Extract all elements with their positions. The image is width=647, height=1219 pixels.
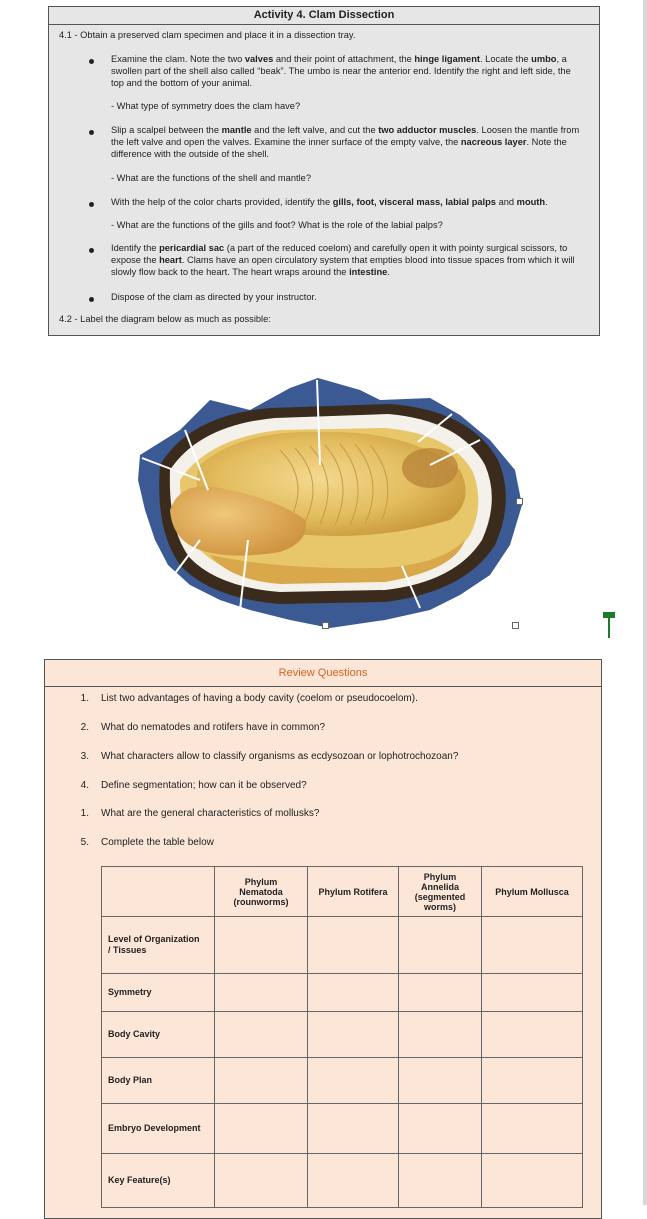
question-shell-mantle: - What are the functions of the shell and mantle? [111, 173, 311, 183]
table-cell[interactable] [215, 1012, 308, 1058]
section-4-1: 4.1 - Obtain a preserved clam specimen and place it in a dissection tray. [59, 30, 356, 40]
activity-title: Activity 4. Clam Dissection [49, 7, 599, 25]
table-cell[interactable] [308, 1154, 399, 1208]
bullet-3-line-1: With the help of the color charts provided, identify the gills, foot, visceral mass, labial palps and mouth. [111, 197, 548, 207]
bullet-2-line-2: the left valve and open the valves. Examine the inner surface of the empty valve, the nacreous layer. Note the [111, 137, 567, 147]
clam-diagram [130, 370, 530, 640]
table-cell[interactable] [308, 974, 399, 1012]
bullet-dot [89, 297, 94, 302]
table-row [102, 1058, 583, 1104]
table-header-row [102, 867, 583, 917]
bullet-5-line-1: Dispose of the clam as directed by your instructor. [111, 292, 317, 302]
table-cell[interactable] [482, 974, 583, 1012]
table-cell[interactable] [308, 1104, 399, 1154]
table-cell[interactable] [399, 917, 482, 974]
review-questions-box: Review Questions 1. List two advantages of having a body cavity (coelom or pseudocoelom). 2. What do nematodes and rotifers have in common? 3. What characters allow to classify organisms as ecdysozoan or lophotrochozoan? 4. Define segmentation; how can it be observed? 1. What are the general characteristics of mollusks? 5. Complete the table below Phylum Nematoda (rounworms) Phylum Rotifera Phylum Annelida (segmented worms) Phylum Mollusca Level of Organization / Tissues Symmetry Body Cavity Body Plan Embryo Development Key Feature(s) [44, 659, 602, 1219]
col-header-rotifera: Phylum Rotifera [308, 867, 399, 917]
row-label-body-plan: Body Plan [102, 1058, 215, 1104]
table-row [102, 974, 583, 1012]
col-header-mollusca: Phylum Mollusca [482, 867, 583, 917]
row-label-organization: Level of Organization / Tissues [102, 917, 215, 974]
row-label-key-features: Key Feature(s) [102, 1154, 215, 1208]
table-cell[interactable] [215, 1058, 308, 1104]
col-header-annelida: Phylum Annelida (segmented worms) [399, 867, 482, 917]
text-cursor-marker [603, 612, 615, 638]
page-edge [643, 0, 647, 1205]
label-box-marker [512, 622, 519, 629]
bullet-2-line-1: Slip a scalpel between the mantle and the left valve, and cut the two adductor muscles. Loosen the mantle from [111, 125, 580, 135]
table-cell[interactable] [399, 1104, 482, 1154]
table-cell[interactable] [399, 1012, 482, 1058]
table-row [102, 1154, 583, 1208]
dark-gland [402, 448, 458, 488]
question-symmetry: - What type of symmetry does the clam have? [111, 101, 301, 111]
review-title: Review Questions [45, 660, 601, 687]
row-label-embryo: Embryo Development [102, 1104, 215, 1154]
question-gills-foot: - What are the functions of the gills and foot? What is the role of the labial palps? [111, 220, 443, 230]
bullet-dot [89, 130, 94, 135]
bullet-1-line-2: swollen part of the shell also called “beak”. The umbo is near the anterior end. Identify the right and left side, the [111, 66, 571, 76]
row-label-body-cavity: Body Cavity [102, 1012, 215, 1058]
table-corner-cell [102, 867, 215, 917]
bullet-dot [89, 59, 94, 64]
col-header-nematoda: Phylum Nematoda (rounworms) [215, 867, 308, 917]
table-row [102, 1012, 583, 1058]
table-row [102, 1104, 583, 1154]
bullet-dot [89, 248, 94, 253]
bullet-dot [89, 202, 94, 207]
table-cell[interactable] [482, 1012, 583, 1058]
label-box-marker [322, 622, 329, 629]
table-cell[interactable] [482, 1058, 583, 1104]
table-cell[interactable] [308, 1058, 399, 1104]
table-cell[interactable] [482, 1154, 583, 1208]
table-cell[interactable] [399, 1058, 482, 1104]
bullet-4-line-3: slowly flow back to the heart. The heart wraps around the intestine. [111, 267, 390, 277]
table-cell[interactable] [215, 917, 308, 974]
bullet-1-line-3: top and the bottom of your animal. [111, 78, 253, 88]
table-cell[interactable] [308, 917, 399, 974]
table-cell[interactable] [215, 974, 308, 1012]
bullet-1-line-1: Examine the clam. Note the two valves and their point of attachment, the hinge ligament. Locate the umbo, a [111, 54, 567, 64]
bullet-4-line-1: Identify the pericardial sac (a part of the reduced coelom) and carefully open it with pointy surgical scissors, to [111, 243, 568, 253]
table-cell[interactable] [482, 917, 583, 974]
table-cell[interactable] [215, 1104, 308, 1154]
row-label-symmetry: Symmetry [102, 974, 215, 1012]
bullet-2-line-3: difference with the outside of the shell. [111, 149, 269, 159]
bullet-4-line-2: expose the heart. Clams have an open circulatory system that empties blood into tissue spaces from which it will [111, 255, 575, 265]
table-cell[interactable] [482, 1104, 583, 1154]
table-row [102, 917, 583, 974]
activity-box [48, 6, 600, 336]
comparison-table [101, 866, 583, 1208]
table-cell[interactable] [308, 1012, 399, 1058]
section-4-2: 4.2 - Label the diagram below as much as possible: [59, 314, 271, 324]
label-box-marker [516, 498, 523, 505]
table-cell[interactable] [399, 1154, 482, 1208]
table-cell[interactable] [399, 974, 482, 1012]
table-cell[interactable] [215, 1154, 308, 1208]
